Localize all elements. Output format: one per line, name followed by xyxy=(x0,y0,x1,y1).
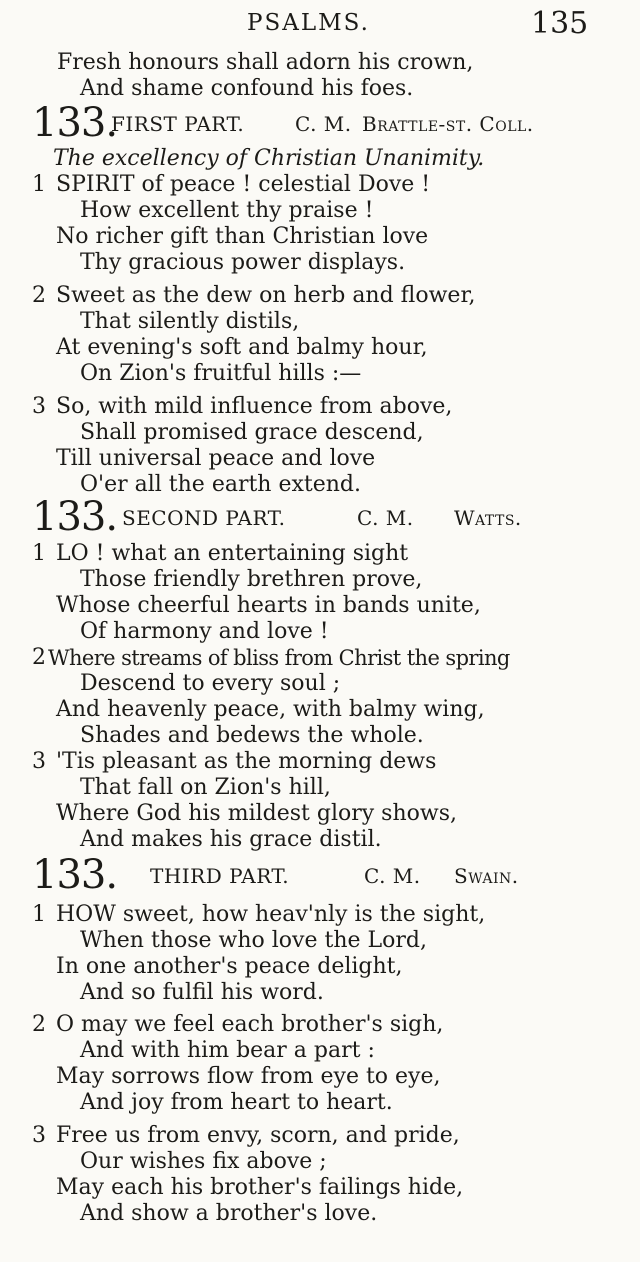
hymn-heading xyxy=(32,494,522,540)
verse-line: Those friendly brethren prove, xyxy=(80,567,423,592)
verse-line: Of harmony and love ! xyxy=(80,619,329,644)
verse-line: O may we feel each brother's sigh, xyxy=(56,1012,444,1037)
verse-line: Our wishes fix above ; xyxy=(80,1149,327,1174)
verse-line: And so fulfil his word. xyxy=(80,980,324,1005)
verse-line: And heavenly peace, with balmy wing, xyxy=(56,697,485,722)
verse-line: Whose cheerful hearts in bands unite, xyxy=(56,593,481,618)
continuation-line: Fresh honours shall adorn his crown, xyxy=(57,50,474,75)
hymn-number: 133. xyxy=(32,494,118,540)
verse-line: When those who love the Lord, xyxy=(80,928,427,953)
hymn-number: 133. xyxy=(32,852,118,898)
verse-number: 1 xyxy=(32,541,46,566)
hymn-heading xyxy=(32,852,519,898)
verse-number: 3 xyxy=(32,1123,46,1148)
verse-line: How excellent thy praise ! xyxy=(80,198,374,223)
page-number: 135 xyxy=(531,6,589,41)
continuation-line: And shame confound his foes. xyxy=(80,76,414,101)
verse-line: Thy gracious power displays. xyxy=(80,250,406,275)
verse-line: That fall on Zion's hill, xyxy=(80,775,331,800)
verse-line: In one another's peace delight, xyxy=(56,954,403,979)
verse-line: Where streams of bliss from Christ the spring xyxy=(48,646,510,670)
hymn-meter: C. M. xyxy=(295,112,352,136)
verse-line: On Zion's fruitful hills :— xyxy=(80,361,362,386)
verse-line: At evening's soft and balmy hour, xyxy=(56,335,428,360)
verse-line: And joy from heart to heart. xyxy=(80,1090,393,1115)
hymn-tune: Watts. xyxy=(454,506,522,530)
verse-number: 1 xyxy=(32,902,46,927)
verse-line: Free us from envy, scorn, and pride, xyxy=(56,1123,460,1148)
verse-line: O'er all the earth extend. xyxy=(80,472,362,497)
verse-number: 1 xyxy=(32,172,46,197)
verse-line: Shall promised grace descend, xyxy=(80,420,424,445)
verse-line: Where God his mildest glory shows, xyxy=(56,801,457,826)
verse-number: 3 xyxy=(32,394,46,419)
hymn-number: 133. xyxy=(32,100,118,146)
verse-line: May each his brother's failings hide, xyxy=(56,1175,464,1200)
hymn-tune: Brattle-st. Coll. xyxy=(362,112,534,136)
verse-line: No richer gift than Christian love xyxy=(56,224,429,249)
hymn-meter: C. M. xyxy=(364,864,421,888)
hymn-subtitle: The excellency of Christian Unanimity. xyxy=(53,146,485,171)
hymn-part: THIRD PART. xyxy=(150,864,290,888)
verse-line: And makes his grace distil. xyxy=(80,827,382,852)
verse-line: HOW sweet, how heav'nly is the sight, xyxy=(56,902,486,927)
verse-line: SPIRIT of peace ! celestial Dove ! xyxy=(56,172,431,197)
verse-line: May sorrows flow from eye to eye, xyxy=(56,1064,441,1089)
hymn-meter: C. M. xyxy=(357,506,414,530)
hymn-tune: Swain. xyxy=(454,864,519,888)
verse-line: That silently distils, xyxy=(80,309,300,334)
hymn-part: SECOND PART. xyxy=(122,506,286,530)
verse-line: 'Tis pleasant as the morning dews xyxy=(56,749,437,774)
verse-number: 2 xyxy=(32,645,46,670)
verse-line: LO ! what an entertaining sight xyxy=(56,541,409,566)
verse-line: Shades and bedews the whole. xyxy=(80,723,424,748)
verse-number: 3 xyxy=(32,749,46,774)
verse-line: And with him bear a part : xyxy=(80,1038,375,1063)
verse-line: So, with mild influence from above, xyxy=(56,394,453,419)
verse-line: Sweet as the dew on herb and flower, xyxy=(56,283,476,308)
verse-line: Till universal peace and love xyxy=(56,446,376,471)
verse-number: 2 xyxy=(32,283,46,308)
verse-line: And show a brother's love. xyxy=(80,1201,378,1226)
verse-line: Descend to every soul ; xyxy=(80,671,341,696)
running-title: PSALMS. xyxy=(247,10,370,36)
verse-number: 2 xyxy=(32,1012,46,1037)
hymn-part: FIRST PART. xyxy=(111,112,245,136)
hymn-heading xyxy=(32,100,534,146)
running-head xyxy=(0,6,640,40)
